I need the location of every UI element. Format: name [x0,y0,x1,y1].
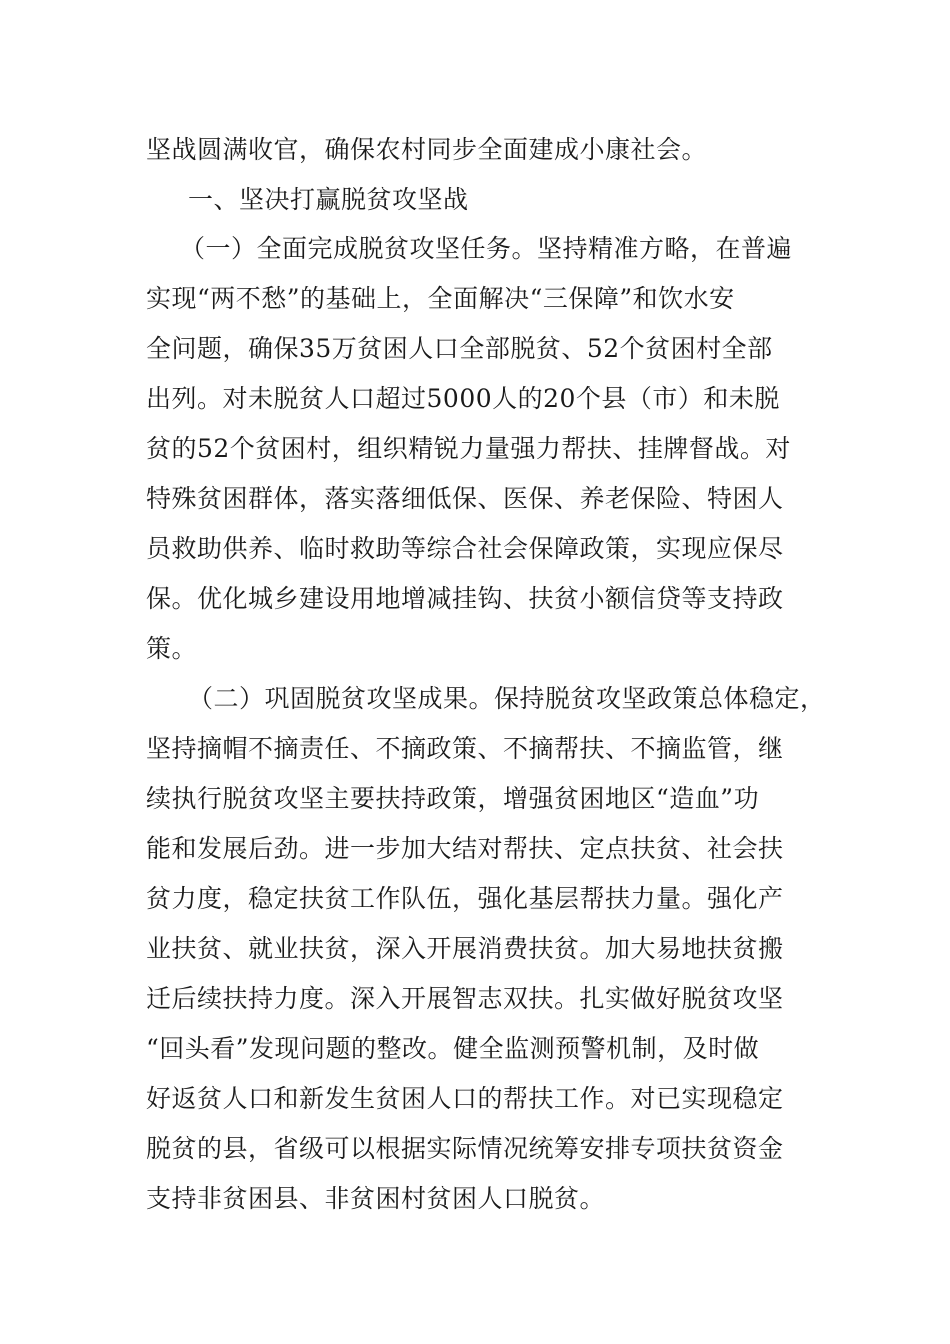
section-heading: 一、坚决打赢脱贫攻坚战 [188,185,469,214]
paragraph-2-line: 坚持摘帽不摘责任、不摘政策、不摘帮扶、不摘监管，继 [146,734,784,763]
paragraph-1-line: 策。 [146,634,198,663]
paragraph-1-line: 出列。对未脱贫人口超过5000人的20个县（市）和未脱 [146,384,780,413]
paragraph-2-line: 业扶贫、就业扶贫，深入开展消费扶贫。加大易地扶贫搬 [146,934,784,963]
paragraph-2-line: 续执行脱贫攻坚主要扶持政策，增强贫困地区“造血”功 [146,784,760,813]
paragraph-2-line: “回头看”发现问题的整改。健全监测预警机制，及时做 [146,1034,760,1063]
paragraph-1-line: 实现“两不愁”的基础上，全面解决“三保障”和饮水安 [146,284,735,313]
paragraph-1-line: 贫的52个贫困村，组织精锐力量强力帮扶、挂牌督战。对 [146,434,791,463]
paragraph-2-line: （二）巩固脱贫攻坚成果。保持脱贫攻坚政策总体稳定， [188,684,826,713]
paragraph-2-line: 支持非贫困县、非贫困村贫困人口脱贫。 [146,1184,606,1213]
paragraph-1-line: 员救助供养、临时救助等综合社会保障政策，实现应保尽 [146,534,784,563]
paragraph-2-line: 迁后续扶持力度。深入开展智志双扶。扎实做好脱贫攻坚 [146,984,784,1013]
text-line: 坚战圆满收官，确保农村同步全面建成小康社会。 [146,135,708,164]
paragraph-2-line: 能和发展后劲。进一步加大结对帮扶、定点扶贫、社会扶 [146,834,784,863]
paragraph-1-line: 全问题，确保35万贫困人口全部脱贫、52个贫困村全部 [146,334,773,363]
paragraph-1-line: （一）全面完成脱贫攻坚任务。坚持精准方略，在普遍 [180,234,793,263]
paragraph-2-line: 贫力度，稳定扶贫工作队伍，强化基层帮扶力量。强化产 [146,884,784,913]
paragraph-2-line: 脱贫的县，省级可以根据实际情况统筹安排专项扶贫资金 [146,1134,784,1163]
paragraph-1-line: 特殊贫困群体，落实落细低保、医保、养老保险、特困人 [146,484,784,513]
paragraph-1-line: 保。优化城乡建设用地增减挂钩、扶贫小额信贷等支持政 [146,584,784,613]
paragraph-2-line: 好返贫人口和新发生贫困人口的帮扶工作。对已实现稳定 [146,1084,784,1113]
